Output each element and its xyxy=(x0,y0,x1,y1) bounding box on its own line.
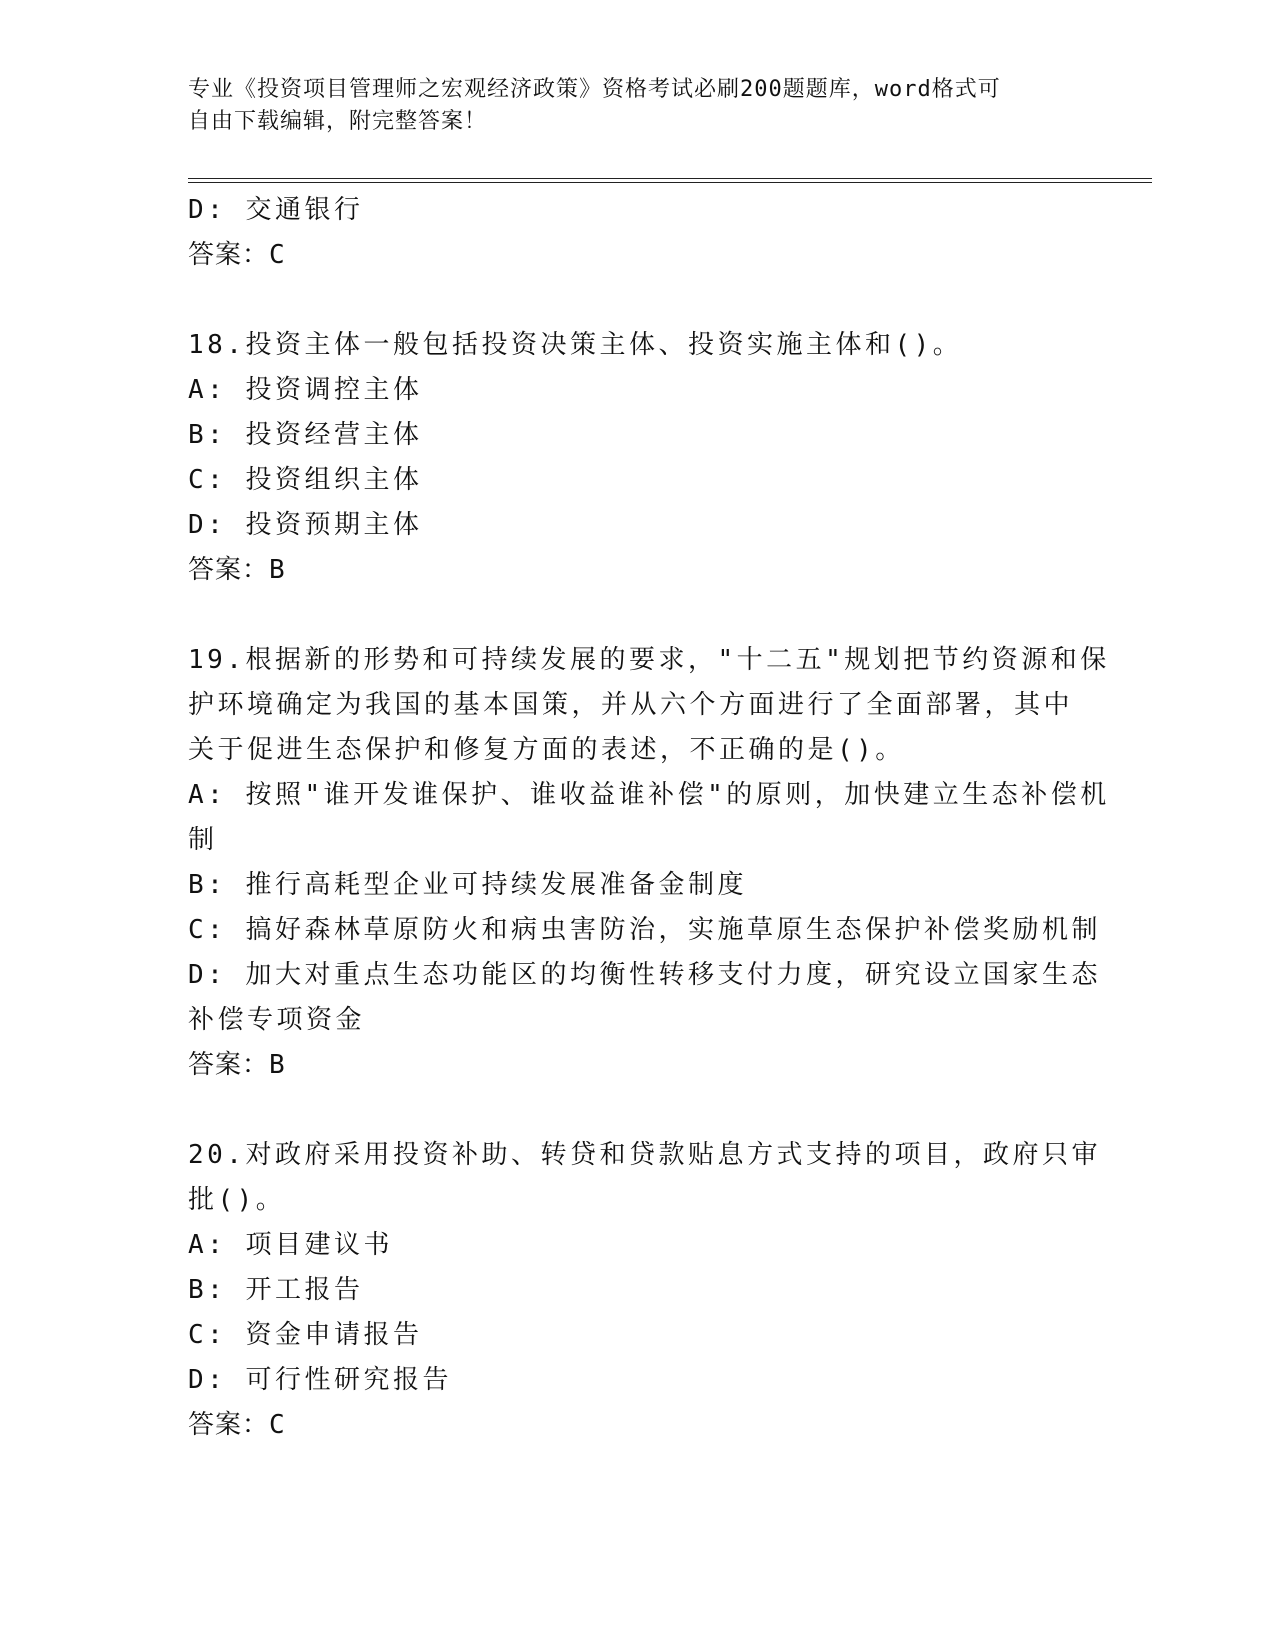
q18-option-c: C: 投资组织主体 xyxy=(188,465,423,495)
q19-stem-line-2: 护环境确定为我国的基本国策，并从六个方面进行了全面部署，其中 xyxy=(188,690,1074,720)
q20-option-c: C: 资金申请报告 xyxy=(188,1320,423,1350)
answer-label: 答案： xyxy=(188,1410,270,1440)
q20-stem-line-2: 批()。 xyxy=(188,1185,286,1215)
q19-stem-line-3: 关于促进生态保护和修复方面的表述，不正确的是()。 xyxy=(188,735,905,765)
q17-answer xyxy=(188,240,286,270)
answer-value: C xyxy=(269,240,286,270)
answer-label: 答案： xyxy=(188,555,270,585)
q20-option-b: B: 开工报告 xyxy=(188,1275,364,1305)
answer-value: B xyxy=(269,555,286,585)
q19-option-a-line-1: A: 按照"谁开发谁保护、谁收益谁补偿"的原则，加快建立生态补偿机 xyxy=(188,780,1110,810)
q19-option-a-line-2: 制 xyxy=(188,825,218,855)
q20-option-d: D: 可行性研究报告 xyxy=(188,1365,452,1395)
q19-stem-line-1: 19.根据新的形势和可持续发展的要求，"十二五"规划把节约资源和保 xyxy=(188,645,1110,675)
header-divider-bottom xyxy=(188,182,1152,183)
q18-option-a: A: 投资调控主体 xyxy=(188,375,423,405)
q18-option-b: B: 投资经营主体 xyxy=(188,420,423,450)
q19-option-d-line-1: D: 加大对重点生态功能区的均衡性转移支付力度，研究设立国家生态 xyxy=(188,960,1101,990)
q17-option-d: D: 交通银行 xyxy=(188,195,364,225)
answer-value: B xyxy=(269,1050,286,1080)
q18-answer xyxy=(188,555,286,585)
q19-option-b: B: 推行高耗型企业可持续发展准备金制度 xyxy=(188,870,747,900)
answer-value: C xyxy=(269,1410,286,1440)
q19-option-c: C: 搞好森林草原防火和病虫害防治，实施草原生态保护补偿奖励机制 xyxy=(188,915,1101,945)
document-header xyxy=(188,74,1068,138)
q20-option-a: A: 项目建议书 xyxy=(188,1230,393,1260)
q18-option-d: D: 投资预期主体 xyxy=(188,510,423,540)
q19-answer xyxy=(188,1050,286,1080)
header-line-1: 专业《投资项目管理师之宏观经济政策》资格考试必刷200题题库，word格式可 xyxy=(188,77,1001,102)
answer-label: 答案： xyxy=(188,1050,270,1080)
answer-label: 答案： xyxy=(188,240,270,270)
q18-stem: 18.投资主体一般包括投资决策主体、投资实施主体和()。 xyxy=(188,330,963,360)
q19-option-d-line-2: 补偿专项资金 xyxy=(188,1005,366,1035)
header-divider-top xyxy=(188,178,1152,179)
q20-answer xyxy=(188,1410,286,1440)
header-line-2: 自由下载编辑，附完整答案！ xyxy=(188,109,488,134)
q20-stem-line-1: 20.对政府采用投资补助、转贷和贷款贴息方式支持的项目，政府只审 xyxy=(188,1140,1101,1170)
